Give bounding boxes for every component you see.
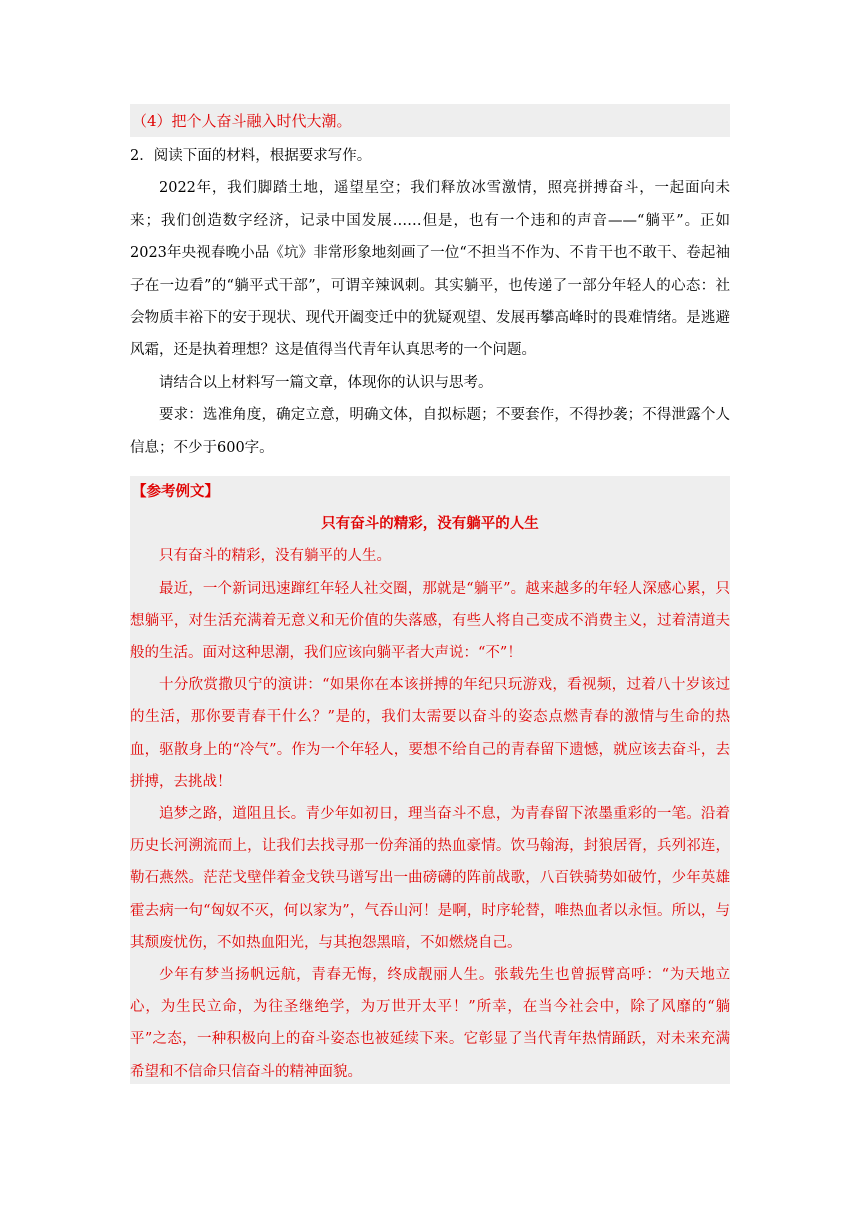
answer-item-4: （4）把个人奋斗融入时代大潮。 bbox=[132, 112, 352, 130]
sample-paragraph: 少年有梦当扬帆远航，青春无悔，终成靓丽人生。张载先生也曾振臂高呼：“为天地立心，为生民立命，为往圣继绝学，为万世开太平！”所幸，在当今社会中，除了风靡的“躺平”之态，一种积极向上的奋斗姿态也被延续下来。它彰显了当代青年热情踊跃，对未来充满希望和不信命只信奋斗的精神面貌。 bbox=[130, 967, 730, 1080]
question-heading: 2．阅读下面的材料，根据要求写作。 bbox=[130, 148, 372, 164]
sample-paragraph: 最近，一个新词迅速蹿红年轻人社交圈，那就是“躺平”。越来越多的年轻人深感心累，只想躺平，对生活充满着无意义和无价值的失落感，有些人将自己变成不消费主义，过着清道夫般的生活。面对这种思潮，我们应该向躺平者大声说：“不”！ bbox=[130, 580, 730, 662]
question-requirements: 要求：选准角度，确定立意，明确文体，自拟标题；不要套作，不得抄袭；不得泄露个人信息；不少于600字。 bbox=[130, 407, 730, 456]
question-instruction: 请结合以上材料写一篇文章，体现你的认识与思考。 bbox=[159, 374, 493, 391]
sample-tag: 【参考例文】 bbox=[132, 483, 219, 500]
question-material: 2022年，我们脚踏土地，遥望星空；我们释放冰雪激情，照亮拼搏奋斗，一起面向未来；我们创造数字经济，记录中国发展……但是，也有一个违和的声音——“躺平”。正如2023年央视春晚小品《坑》非常形象地刻画了一位“不担当不作为、不肯干也不敢干、卷起袖子在一边看”的“躺平式干部”，可谓辛辣讽刺。其实躺平，也传递了一部分年轻人的心态：社会物质丰裕下的安于现状、现代开阖变迁中的犹疑观望、发展再攀高峰时的畏难情绪。是逃避风霜，还是执着理想？这是值得当代青年认真思考的一个问题。 bbox=[130, 180, 730, 359]
answer-item-4-band bbox=[130, 104, 730, 137]
question-2 bbox=[130, 140, 730, 464]
sample-paragraph: 十分欣赏撒贝宁的演讲：“如果你在本该拼搏的年纪只玩游戏，看视频，过着八十岁该过的生活，那你要青春干什么？”是的，我们太需要以奋斗的姿态点燃青春的激情与生命的热血，驱散身上的“冷气”。作为一个年轻人，要想不给自己的青春留下遗憾，就应该去奋斗，去拼搏，去挑战！ bbox=[130, 677, 730, 790]
sample-paragraph: 只有奋斗的精彩，没有躺平的人生。 bbox=[159, 548, 391, 565]
sample-essay bbox=[130, 476, 730, 1084]
sample-paragraph: 追梦之路，道阻且长。青少年如初日，理当奋斗不息，为青春留下浓墨重彩的一笔。沿着历史长河溯流而上，让我们去找寻那一份奔涌的热血豪情。饮马翰海，封狼居胥，兵列祁连，勒石燕然。茫茫戈壁伴着金戈铁马谱写出一曲磅礴的阵前战歌，八百铁骑势如破竹，少年英雄霍去病一句“匈奴不灭，何以家为”，气吞山河！是啊，时序轮替，唯热血者以永恒。所以，与其颓废忧伤，不如热血阳光，与其抱怨黑暗，不如燃烧自己。 bbox=[130, 806, 730, 951]
sample-title: 只有奋斗的精彩，没有躺平的人生 bbox=[321, 515, 539, 533]
